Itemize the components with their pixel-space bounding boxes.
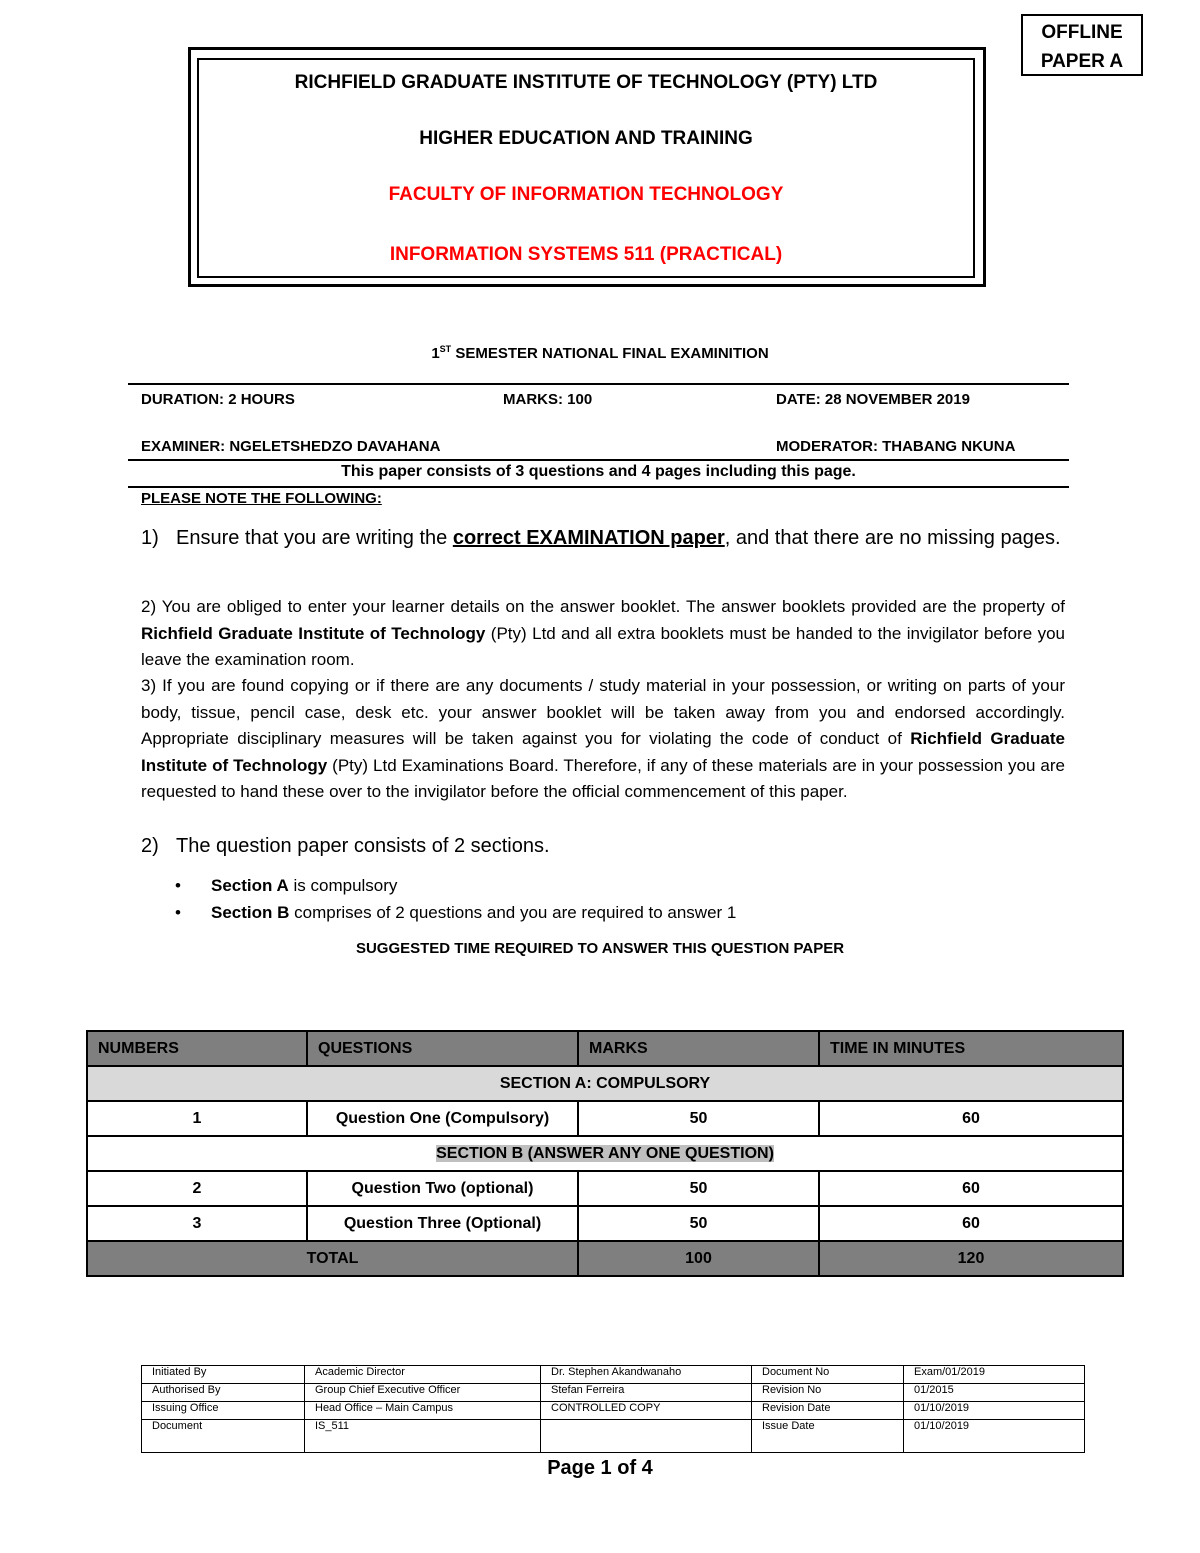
table-cell: CONTROLLED COPY xyxy=(541,1402,752,1420)
table-row xyxy=(142,1402,1085,1420)
question-number: 3 xyxy=(87,1206,307,1241)
table-row xyxy=(142,1366,1085,1384)
exam-date: DATE: 28 NOVEMBER 2019 xyxy=(776,391,970,408)
question-name: Question Two (optional) xyxy=(307,1171,578,1206)
suggested-time-heading: SUGGESTED TIME REQUIRED TO ANSWER THIS QUESTION PAPER xyxy=(355,940,845,957)
paper-composition: This paper consists of 3 questions and 4 pages including this page. xyxy=(341,463,856,480)
table-cell: Authorised By xyxy=(142,1384,305,1402)
table-cell: IS_511 xyxy=(305,1420,541,1453)
offline-paper-label xyxy=(1021,14,1143,76)
table-cell: Issuing Office xyxy=(142,1402,305,1420)
table-cell: 01/10/2019 xyxy=(904,1420,1085,1453)
table-row xyxy=(87,1206,1123,1241)
table-cell: Issue Date xyxy=(752,1420,904,1453)
question-number: 2 xyxy=(87,1171,307,1206)
bullet-icon: • xyxy=(175,876,181,895)
table-row xyxy=(87,1171,1123,1206)
total-row xyxy=(87,1241,1123,1276)
column-header: NUMBERS xyxy=(87,1031,307,1066)
exam-title: 1ST SEMESTER NATIONAL FINAL EXAMINITION xyxy=(431,344,769,362)
table-cell: Document No xyxy=(752,1366,904,1384)
moderator: MODERATOR: THABANG NKUNA xyxy=(776,438,1016,455)
question-number: 1 xyxy=(87,1101,307,1136)
table-row xyxy=(142,1420,1085,1453)
section-a-row xyxy=(87,1066,1123,1101)
divider xyxy=(128,486,1069,488)
table-cell: Stefan Ferreira xyxy=(541,1384,752,1402)
section-b-row xyxy=(87,1136,1123,1171)
offline-label-line2: PAPER A xyxy=(1040,51,1124,72)
table-row xyxy=(87,1101,1123,1136)
table-cell: Dr. Stephen Akandwanaho xyxy=(541,1366,752,1384)
question-time: 60 xyxy=(819,1206,1123,1241)
notes-heading: PLEASE NOTE THE FOLLOWING: xyxy=(141,490,382,507)
table-cell: 01/2015 xyxy=(904,1384,1085,1402)
duration: DURATION: 2 HOURS xyxy=(141,391,295,408)
institute-name: RICHFIELD GRADUATE INSTITUTE OF TECHNOLOGY (PTY) LTD xyxy=(294,72,878,93)
column-header: TIME IN MINUTES xyxy=(819,1031,1123,1066)
column-header: MARKS xyxy=(578,1031,819,1066)
section-b-label: SECTION B (ANSWER ANY ONE QUESTION) xyxy=(436,1144,774,1162)
table-cell: Group Chief Executive Officer xyxy=(305,1384,541,1402)
offline-label-line1: OFFLINE xyxy=(1041,22,1123,43)
division-name: HIGHER EDUCATION AND TRAINING xyxy=(419,128,753,149)
note-item-4: 2) The question paper consists of 2 sections. xyxy=(141,835,550,857)
table-cell: 01/10/2019 xyxy=(904,1402,1085,1420)
question-marks: 50 xyxy=(578,1206,819,1241)
subject-name: INFORMATION SYSTEMS 511 (PRACTICAL) xyxy=(389,244,783,265)
question-time: 60 xyxy=(819,1171,1123,1206)
table-cell: Initiated By xyxy=(142,1366,305,1384)
total-marks: 100 xyxy=(578,1241,819,1276)
table-cell: Document xyxy=(142,1420,305,1453)
question-marks: 50 xyxy=(578,1171,819,1206)
note-item-3: 3) If you are found copying or if there are any documents / study material in your possession, or writing on parts of your body, tissue, pencil case, desk etc. your answer booklet will be taken away from you and endorsed accordingly. Appropriate disciplinary measures will be taken against you for violating the code of conduct of Richfield Graduate Institute of Technology (Pty) Ltd Examinations Board. Therefore, if any of these materials are in your possession you are requested to hand these over to the invigilator before the official commencement of this paper. xyxy=(141,676,1065,801)
list-item: • Section B comprises of 2 questions and you are required to answer 1 xyxy=(175,900,736,926)
question-name: Question One (Compulsory) xyxy=(307,1101,578,1136)
divider xyxy=(128,459,1069,461)
note-item-1: 1) Ensure that you are writing the correct EXAMINATION paper, and that there are no missing pages. xyxy=(141,527,1061,549)
header-box xyxy=(188,47,986,287)
table-cell xyxy=(541,1420,752,1453)
table-cell: Exam/01/2019 xyxy=(904,1366,1085,1384)
table-row xyxy=(142,1384,1085,1402)
table-cell: Revision Date xyxy=(752,1402,904,1420)
section-b-cell xyxy=(87,1136,1123,1171)
page-number: Page 1 of 4 xyxy=(547,1457,653,1479)
table-cell: Head Office – Main Campus xyxy=(305,1402,541,1420)
total-time: 120 xyxy=(819,1241,1123,1276)
examiner: EXAMINER: NGELETSHEDZO DAVAHANA xyxy=(141,438,441,455)
section-a-label: SECTION A: COMPULSORY xyxy=(87,1066,1123,1101)
divider xyxy=(128,383,1069,385)
question-time: 60 xyxy=(819,1101,1123,1136)
note-item-2: 2) You are obliged to enter your learner details on the answer booklet. The answer booklets provided are the property of Richfield Graduate Institute of Technology (Pty) Ltd and all extra booklets must be handed to the invigilator before you leave the examination room. xyxy=(141,597,1065,669)
document-control-table xyxy=(141,1365,1085,1453)
question-marks: 50 xyxy=(578,1101,819,1136)
header-inner-frame xyxy=(197,58,975,278)
marks-total: MARKS: 100 xyxy=(503,391,593,408)
marks-table xyxy=(86,1030,1124,1277)
table-cell: Academic Director xyxy=(305,1366,541,1384)
table-header-row xyxy=(87,1031,1123,1066)
bullet-icon: • xyxy=(175,903,181,922)
list-item: • Section A is compulsory xyxy=(175,873,397,899)
faculty-name: FACULTY OF INFORMATION TECHNOLOGY xyxy=(388,184,784,205)
table-cell: Revision No xyxy=(752,1384,904,1402)
total-label: TOTAL xyxy=(87,1241,578,1276)
question-name: Question Three (Optional) xyxy=(307,1206,578,1241)
column-header: QUESTIONS xyxy=(307,1031,578,1066)
